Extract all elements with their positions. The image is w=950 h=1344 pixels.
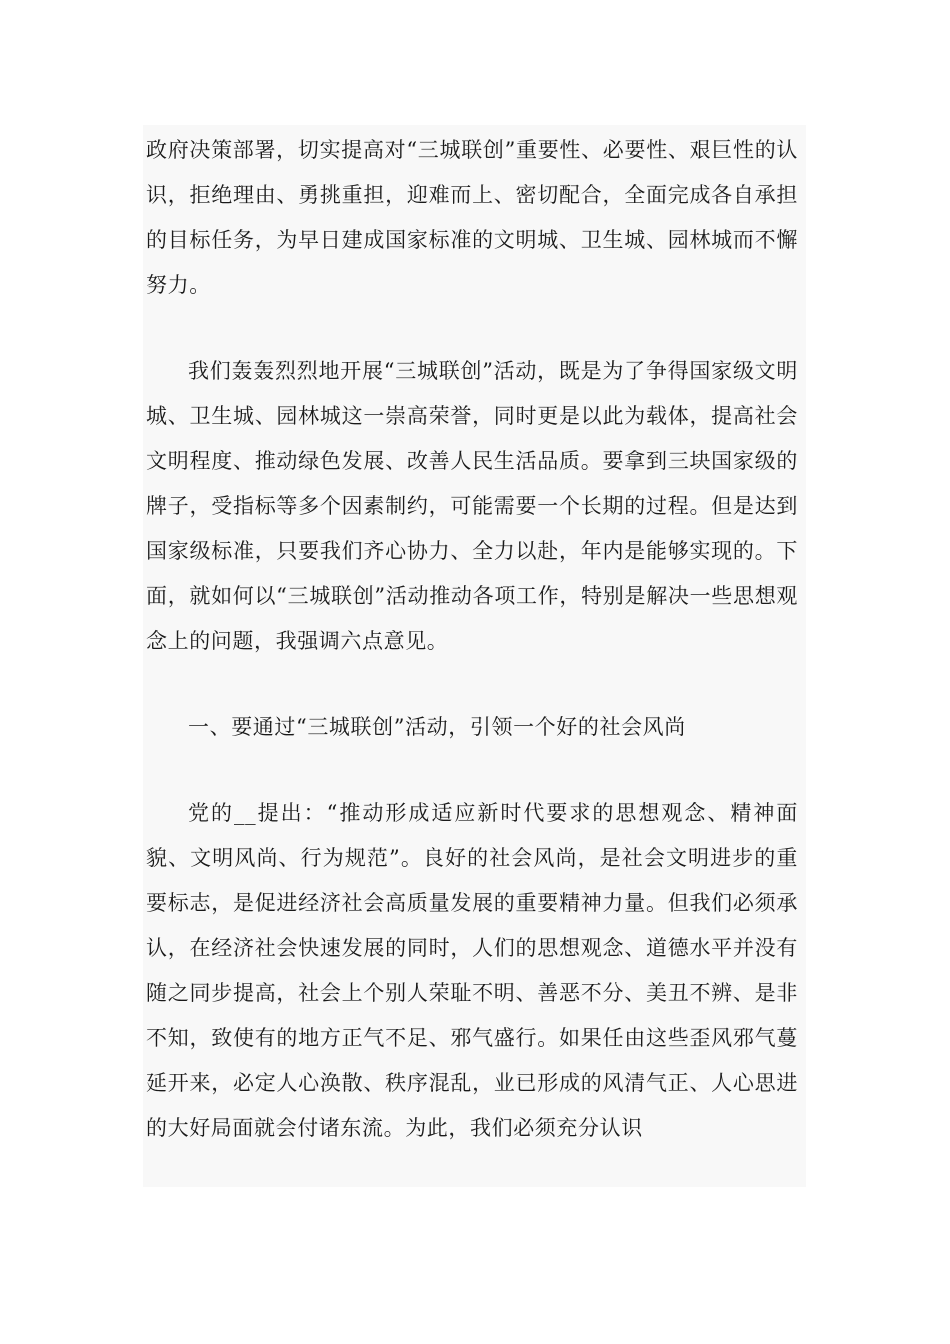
section-heading-one: 一、要通过“三城联创”活动，引领一个好的社会风尚 xyxy=(188,715,686,739)
paragraph-social-ethos: 党的__提出：“推动形成适应新时代要求的思想观念、精神面貌、文明风尚、行为规范”。良好的社会风尚，是社会文明进步的重要标志，是促进经济社会高质量发展的重要精神力量。但我们必须承认，在经济社会快速发展的同时，人们的思想观念、道德水平并没有随之同步提高，社会上个别人荣耻不明、善恶不分、美丑不辨、是非不知，致使有的地方正气不足、邪气盛行。如果任由这些歪风邪气蔓延开来，必定人心涣散、秩序混乱，业已形成的风清气正、人心思进的大好局面就会付诸东流。为此，我们必须充分认识 xyxy=(146,801,798,1140)
paragraph-three-cities-campaign: 我们轰轰烈烈地开展“三城联创”活动，既是为了争得国家级文明城、卫生城、园林城这一崇高荣誉，同时更是以此为载体，提高社会文明程度、推动绿色发展、改善人民生活品质。要拿到三块国家级的牌子，受指标等多个因素制约，可能需要一个长期的过程。但是达到国家级标准，只要我们齐心协力、全力以赴，年内是能够实现的。下面，就如何以“三城联创”活动推动各项工作，特别是解决一些思想观念上的问题，我强调六点意见。 xyxy=(146,359,798,653)
paragraph-continuation: 政府决策部署，切实提高对“三城联创”重要性、必要性、艰巨性的认识，拒绝理由、勇挑重担，迎难而上、密切配合，全面完成各自承担的目标任务，为早日建成国家标准的文明城、卫生城、园林城而不懈努力。 xyxy=(146,138,798,297)
